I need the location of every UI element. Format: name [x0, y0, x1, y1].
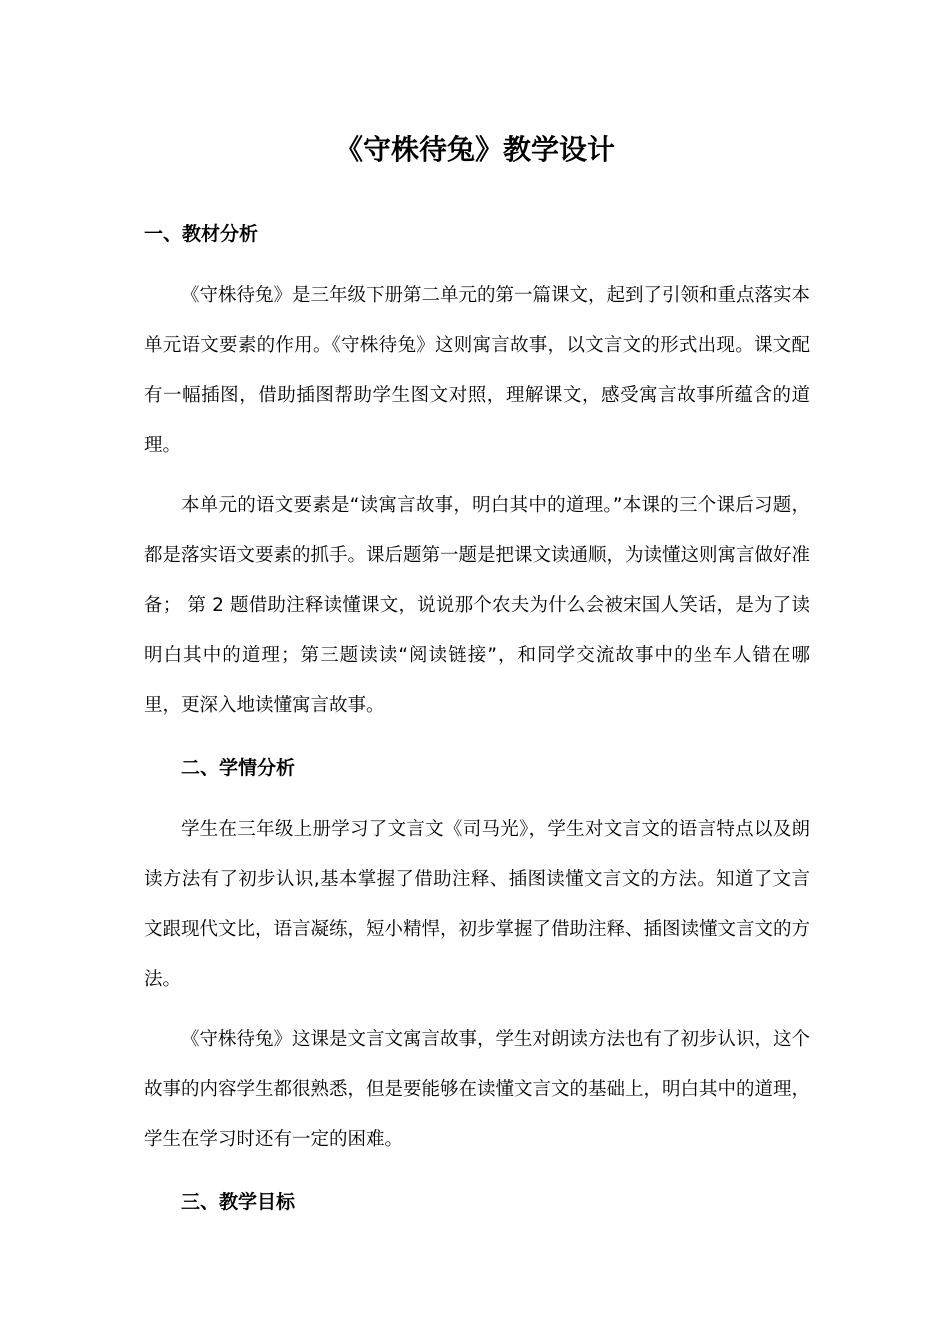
- section-heading-teaching-goals: 三、教学目标: [181, 1191, 296, 1213]
- paragraph-textbook-analysis-2: 本单元的语文要素是“读寓言故事，明白其中的道理。”本课的三个课后习题，都是落实语文要素的抓手。课后题第一题是把课文读通顺，为读懂这则寓言做好准备； 第 2 题借助注释读懂课文，说说那个农夫为什么会被宋国人笑话，是为了读明白其中的道理；第三题读读“阅读链接”，和同学交流故事中的坐车人错在哪里，更深入地读懂寓言故事。: [144, 495, 811, 716]
- paragraph-student-analysis-1: 学生在三年级上册学习了文言文《司马光》，学生对文言文的语言特点以及朗读方法有了初步认识,基本掌握了借助注释、插图读懂文言文的方法。知道了文言文跟现代文比，语言凝练，短小精悍，初步掌握了借助注释、插图读懂文言文的方法。: [144, 819, 811, 990]
- section-heading-textbook-analysis: 一、教材分析: [144, 223, 259, 245]
- paragraph-student-analysis-2: 《守株待兔》这课是文言文寓言故事，学生对朗读方法也有了初步认识，这个故事的内容学生都很熟悉，但是要能够在读懂文言文的基础上，明白其中的道理，学生在学习时还有一定的困难。: [144, 1029, 811, 1150]
- paragraph-textbook-analysis-1: 《守株待兔》是三年级下册第二单元的第一篇课文，起到了引领和重点落实本单元语文要素的作用。《守株待兔》这则寓言故事，以文言文的形式出现。课文配有一幅插图，借助插图帮助学生图文对照，理解课文，感受寓言故事所蕴含的道理。: [144, 285, 811, 456]
- section-heading-student-analysis: 二、学情分析: [181, 757, 296, 779]
- document-title: 《守株待兔》教学设计: [334, 133, 615, 166]
